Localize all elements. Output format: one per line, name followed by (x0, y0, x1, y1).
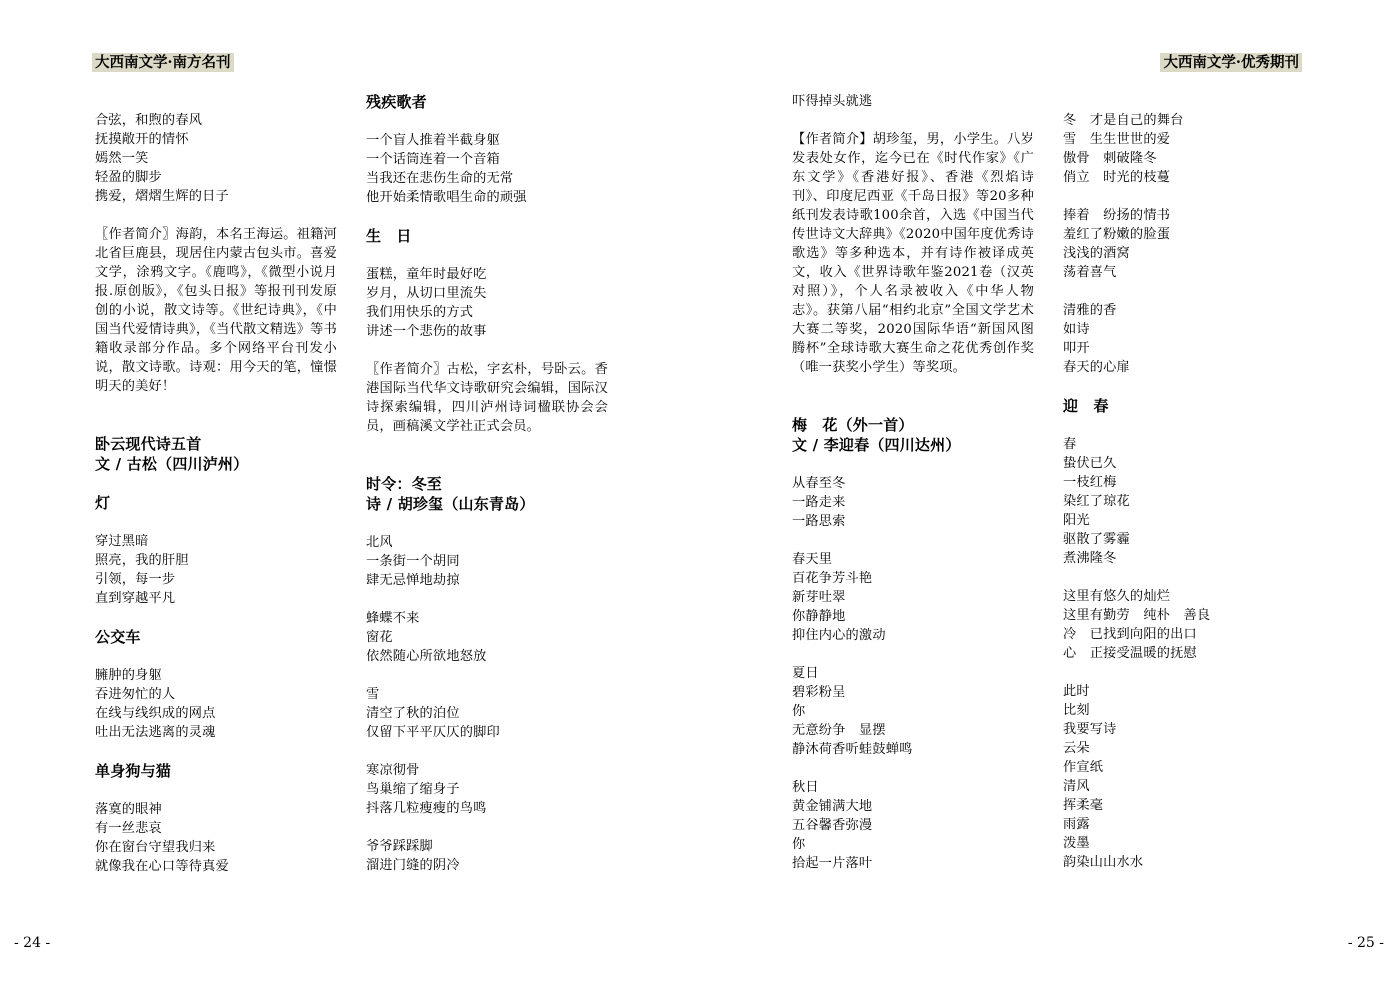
section-title-woyun: 卧云现代诗五首 (95, 435, 202, 453)
poem-line: 浅浅的酒窝 (1063, 246, 1130, 261)
page-number-left: - 24 - (14, 935, 51, 951)
poem-line: 一个盲人推着半截身躯 (366, 133, 500, 148)
poem-line: 蛰伏已久 (1063, 456, 1117, 471)
poem-line: 北风 (366, 535, 393, 550)
poem-lines (95, 800, 337, 876)
poem-line: 心 正接受温暖的抚慰 (1063, 646, 1197, 661)
poem-line: 窗花 (366, 630, 393, 645)
stanza (366, 609, 608, 666)
poem-line: 碧彩粉呈 (792, 685, 846, 700)
column-2 (366, 92, 608, 875)
poem-line: 煮沸隆冬 (1063, 551, 1117, 566)
poem-line: 这里有勤劳 纯朴 善良 (1063, 608, 1211, 623)
poem-line: 如诗 (1063, 322, 1090, 337)
poem-lines (95, 532, 337, 608)
stanza (366, 685, 608, 742)
poem-line: 比刻 (1063, 703, 1090, 718)
poem-line: 这里有悠久的灿烂 (1063, 589, 1171, 604)
poem-line: 你 (792, 837, 806, 852)
section-author-gusong: 文 / 古松（四川泸州） (95, 455, 249, 473)
poem-line: 雪 生生世世的爱 (1063, 132, 1171, 147)
column-4 (1063, 111, 1305, 872)
poem-line: 羞红了粉嫩的脸蛋 (1063, 227, 1171, 242)
poem-line: 静沐荷香听蛙鼓蝉鸣 (792, 742, 913, 757)
poem-line: 一路走来 (792, 495, 846, 510)
poem-title-welcome-spring: 迎 春 (1063, 397, 1109, 415)
poem-line: 捧着 纷扬的情书 (1063, 208, 1171, 223)
poem-line: 吞进匆忙的人 (95, 687, 176, 702)
poem-line: 此时 (1063, 684, 1090, 699)
poem-line: 清空了秋的泊位 (366, 706, 460, 721)
poem-line: 寒凉彻骨 (366, 763, 420, 778)
stanza (1063, 111, 1305, 187)
poem-title-lamp: 灯 (95, 494, 111, 512)
poem-line: 清风 (1063, 779, 1090, 794)
poem-line: 嫣然一笑 (95, 151, 149, 166)
poem-lines (366, 131, 608, 207)
poem-line: 吐出无法逃离的灵魂 (95, 725, 216, 740)
poem-line: 抖落几粒瘦瘦的鸟鸣 (366, 801, 487, 816)
poem-line: 爷爷踩踩脚 (366, 839, 433, 854)
stanza (1063, 587, 1305, 663)
author-bio-huzhenxi: 【作者简介】胡珍玺，男，小学生。八岁发表处女作，迄今已在《时代作家》《广东文学》《香港好报》、香港《烈焰诗刊》、印度尼西亚《千岛日报》等20多种纸刊发表诗歌100余首，入选《中国当代传世诗文大辞典》《2020中国年度优秀诗歌选》等多种选本，并有诗作被译成英文，收入《世界诗歌年鉴2021卷（汉英对照）》，个人名录被收入《中华人物志》。获第八届“相约北京”全国文学艺术大赛二等奖，2020国际华语“新国风图腾杯”全球诗歌大赛生命之花优秀创作奖（唯一获奖小学生）等奖项。 (792, 132, 1034, 375)
poem-line: 清雅的香 (1063, 303, 1117, 318)
stanza (1063, 682, 1305, 872)
poem-title-single-dog: 单身狗与猫 (95, 762, 172, 780)
poem-line: 无意纷争 显摆 (792, 723, 886, 738)
poem-line: 黄金铺满大地 (792, 799, 873, 814)
poem-line: 雨露 (1063, 817, 1090, 832)
left-header-tag: 大西南文学·南方名刊 (92, 53, 234, 72)
section-author-huzhenxi: 诗 / 胡珍玺（山东青岛） (366, 495, 535, 513)
poem-line: 仅留下平平仄仄的脚印 (366, 725, 500, 740)
author-bio-gusong: 〖作者简介〗古松，字玄朴，号卧云。香港国际当代华文诗歌研究会编辑，国际汉诗探索编辑，四川泸州诗词楹联协会会员，画稿溪文学社正式会员。 (366, 362, 608, 434)
poem-line: 抑住内心的激动 (792, 628, 886, 643)
column-1 (95, 111, 337, 876)
poem-line: 溜进门缝的阴冷 (366, 858, 460, 873)
poem-line: 我们用快乐的方式 (366, 305, 474, 320)
poem-line: 鸟巢缩了缩身子 (366, 782, 460, 797)
poem-line: 岁月，从切口里流失 (366, 286, 487, 301)
section-title-plum-blossom: 梅 花（外一首） (792, 416, 914, 434)
poem-line: 傲骨 刺破隆冬 (1063, 151, 1157, 166)
poem-line: 春天的心扉 (1063, 360, 1130, 375)
poem-line: 冬 才是自己的舞台 (1063, 113, 1184, 128)
poem-line: 携爱，熠熠生辉的日子 (95, 189, 229, 204)
poem-line: 你 (792, 704, 806, 719)
poem-line: 直到穿越平凡 (95, 591, 176, 606)
column-3 (792, 92, 1034, 873)
poem-title-disabled-singer: 残疾歌者 (366, 93, 427, 111)
poem-line: 阳光 (1063, 513, 1090, 528)
poem-line: 新芽吐翠 (792, 590, 846, 605)
poem-line: 抚摸敞开的情怀 (95, 132, 189, 147)
poem-title-bus: 公交车 (95, 628, 141, 646)
section-title-winter-solstice: 时令：冬至 (366, 475, 443, 493)
poem-lines (95, 666, 337, 742)
poem-line: 夏日 (792, 666, 819, 681)
poem-line: 韵染山山水水 (1063, 855, 1144, 870)
poem-line: 作宣纸 (1063, 760, 1104, 775)
poem-line: 吓得掉头就逃 (792, 94, 873, 109)
poem-line: 叩开 (1063, 341, 1090, 356)
poem-line: 染红了琼花 (1063, 494, 1130, 509)
poem-line: 在线与线织成的网点 (95, 706, 216, 721)
poem-line: 五谷馨香弥漫 (792, 818, 873, 833)
stanza (792, 778, 1034, 873)
poem-line: 当我还在悲伤生命的无常 (366, 171, 514, 186)
poem-line: 他开始柔情歌唱生命的顽强 (366, 190, 527, 205)
poem-line: 一路思索 (792, 514, 846, 529)
poem-line: 穿过黑暗 (95, 534, 149, 549)
poem-line: 百花争芳斗艳 (792, 571, 873, 586)
right-header-tag: 大西南文学·优秀期刊 (1160, 53, 1302, 72)
poem-line: 讲述一个悲伤的故事 (366, 324, 487, 339)
stanza (1063, 435, 1305, 568)
poem-title-birthday: 生 日 (366, 227, 412, 245)
page-number-right: - 25 - (1347, 935, 1384, 951)
stanza (366, 761, 608, 818)
poem-line: 依然随心所欲地怒放 (366, 649, 487, 664)
poem-line: 俏立 时光的枝蔓 (1063, 170, 1171, 185)
poem-line: 秋日 (792, 780, 819, 795)
section-author-liyingchun: 文 / 李迎春（四川达州） (792, 436, 961, 454)
stanza (792, 550, 1034, 645)
poem-line: 挥柔毫 (1063, 798, 1104, 813)
poem-line: 我要写诗 (1063, 722, 1117, 737)
poem-line: 引领，每一步 (95, 572, 176, 587)
poem-line: 你在窗台守望我归来 (95, 840, 216, 855)
poem-line: 泼墨 (1063, 836, 1090, 851)
poem-line: 有一丝悲哀 (95, 821, 162, 836)
poem-line: 荡着喜气 (1063, 265, 1117, 280)
poem-line: 冷 已找到向阳的出口 (1063, 627, 1197, 642)
poem-line: 驱散了雾霾 (1063, 532, 1130, 547)
poem-lines (95, 111, 337, 206)
poem-line: 云朵 (1063, 741, 1090, 756)
poem-line: 轻盈的脚步 (95, 170, 162, 185)
poem-line: 你静静地 (792, 609, 846, 624)
poem-line: 一条街一个胡同 (366, 554, 460, 569)
poem-line: 春 (1063, 437, 1077, 452)
poem-lines (366, 265, 608, 341)
poem-line: 蛋糕，童年时最好吃 (366, 267, 487, 282)
poem-line: 就像我在心口等待真爱 (95, 859, 229, 874)
poem-line: 落寞的眼神 (95, 802, 162, 817)
poem-line: 臃肿的身躯 (95, 668, 162, 683)
poem-line: 合弦，和煦的春风 (95, 113, 203, 128)
poem-line: 春天里 (792, 552, 833, 567)
poem-line: 一个话筒连着一个音箱 (366, 152, 500, 167)
stanza (1063, 301, 1305, 377)
poem-line: 雪 (366, 687, 380, 702)
stanza (366, 533, 608, 590)
stanza (1063, 206, 1305, 282)
poem-line: 一枝红梅 (1063, 475, 1117, 490)
poem-line: 拾起一片落叶 (792, 856, 873, 871)
poem-line: 蜂蝶不来 (366, 611, 420, 626)
poem-line: 肆无忌惮地劫掠 (366, 573, 460, 588)
poem-line: 照亮，我的肝胆 (95, 553, 189, 568)
author-bio-haiyun: 〖作者简介〗海韵，本名王海运。祖籍河北省巨鹿县，现居住内蒙古包头市。喜爱文学，涂鸦文字。《鹿鸣》，《微型小说月报.原创版》，《包头日报》等报刊刊发原创的小说，散文诗等。《世纪诗典》，《中国当代爱情诗典》，《当代散文精选》等书籍收录部分作品。多个网络平台刊发小说，散文诗歌。诗观：用今天的笔，憧憬明天的美好！ (95, 227, 337, 394)
stanza (792, 664, 1034, 759)
poem-line: 从春至冬 (792, 476, 846, 491)
stanza (792, 474, 1034, 531)
stanza (366, 837, 608, 875)
